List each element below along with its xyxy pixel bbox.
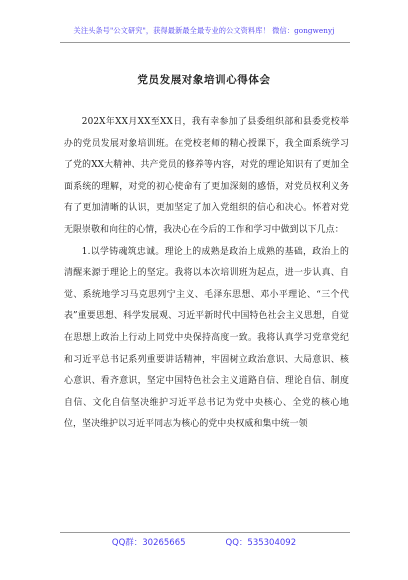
qq-group-number: QQ群：30265665 <box>111 538 186 548</box>
body-paragraph: 202X年XX月XX至XX日，我有幸参加了县委组织部和县委党校举办的党员发展对象培训班。在党校老师的精心授课下，我全面系统学习了党的XX大精神、共产党员的修养等内容，对党的理论知识有了更加全面系统的理解，对党的初心使命有了更加深刻的感悟，对党员权利义务有了更加清晰的认识，更加坚定了加入党组织的信心和决心。怀着对党无限崇敬和向往的心情，我决心在今后的工作和学习中做到以下几点： <box>64 117 349 235</box>
qq-number: QQ：535304092 <box>225 538 297 548</box>
footer-contact <box>0 536 408 548</box>
document-title: 党员发展对象培训心得体会 <box>137 74 271 86</box>
footer-divider <box>60 532 350 533</box>
body-paragraph: 1.以学铸魂筑忠诚。理论上的成熟是政治上成熟的基础，政治上的清醒来源于理论上的坚定。我将以本次培训班为起点，进一步认真、自觉、系统地学习马克思列宁主义、毛泽东思想、邓小平理论、“三个代表”重要思想、科学发展观、习近平新时代中国特色社会主义思想，自觉在思想上政治上行动上同党中央保持高度一致。我将认真学习党章党纪和习近平总书记系列重要讲话精神，牢固树立政治意识、大局意识、核心意识、看齐意识，坚定中国特色社会主义道路自信、理论自信、制度自信、文化自信坚决维护习近平总书记为党中央核心、全党的核心地位，坚决维护以习近平同志为核心的党中央权威和集中统一领 <box>64 246 349 430</box>
header-divider <box>60 42 350 43</box>
document-body <box>64 112 349 436</box>
header-banner: 关注头条号"公文研究"，获得最新最全最专业的公文资料库！ 微信：gongwenyj <box>73 26 335 35</box>
